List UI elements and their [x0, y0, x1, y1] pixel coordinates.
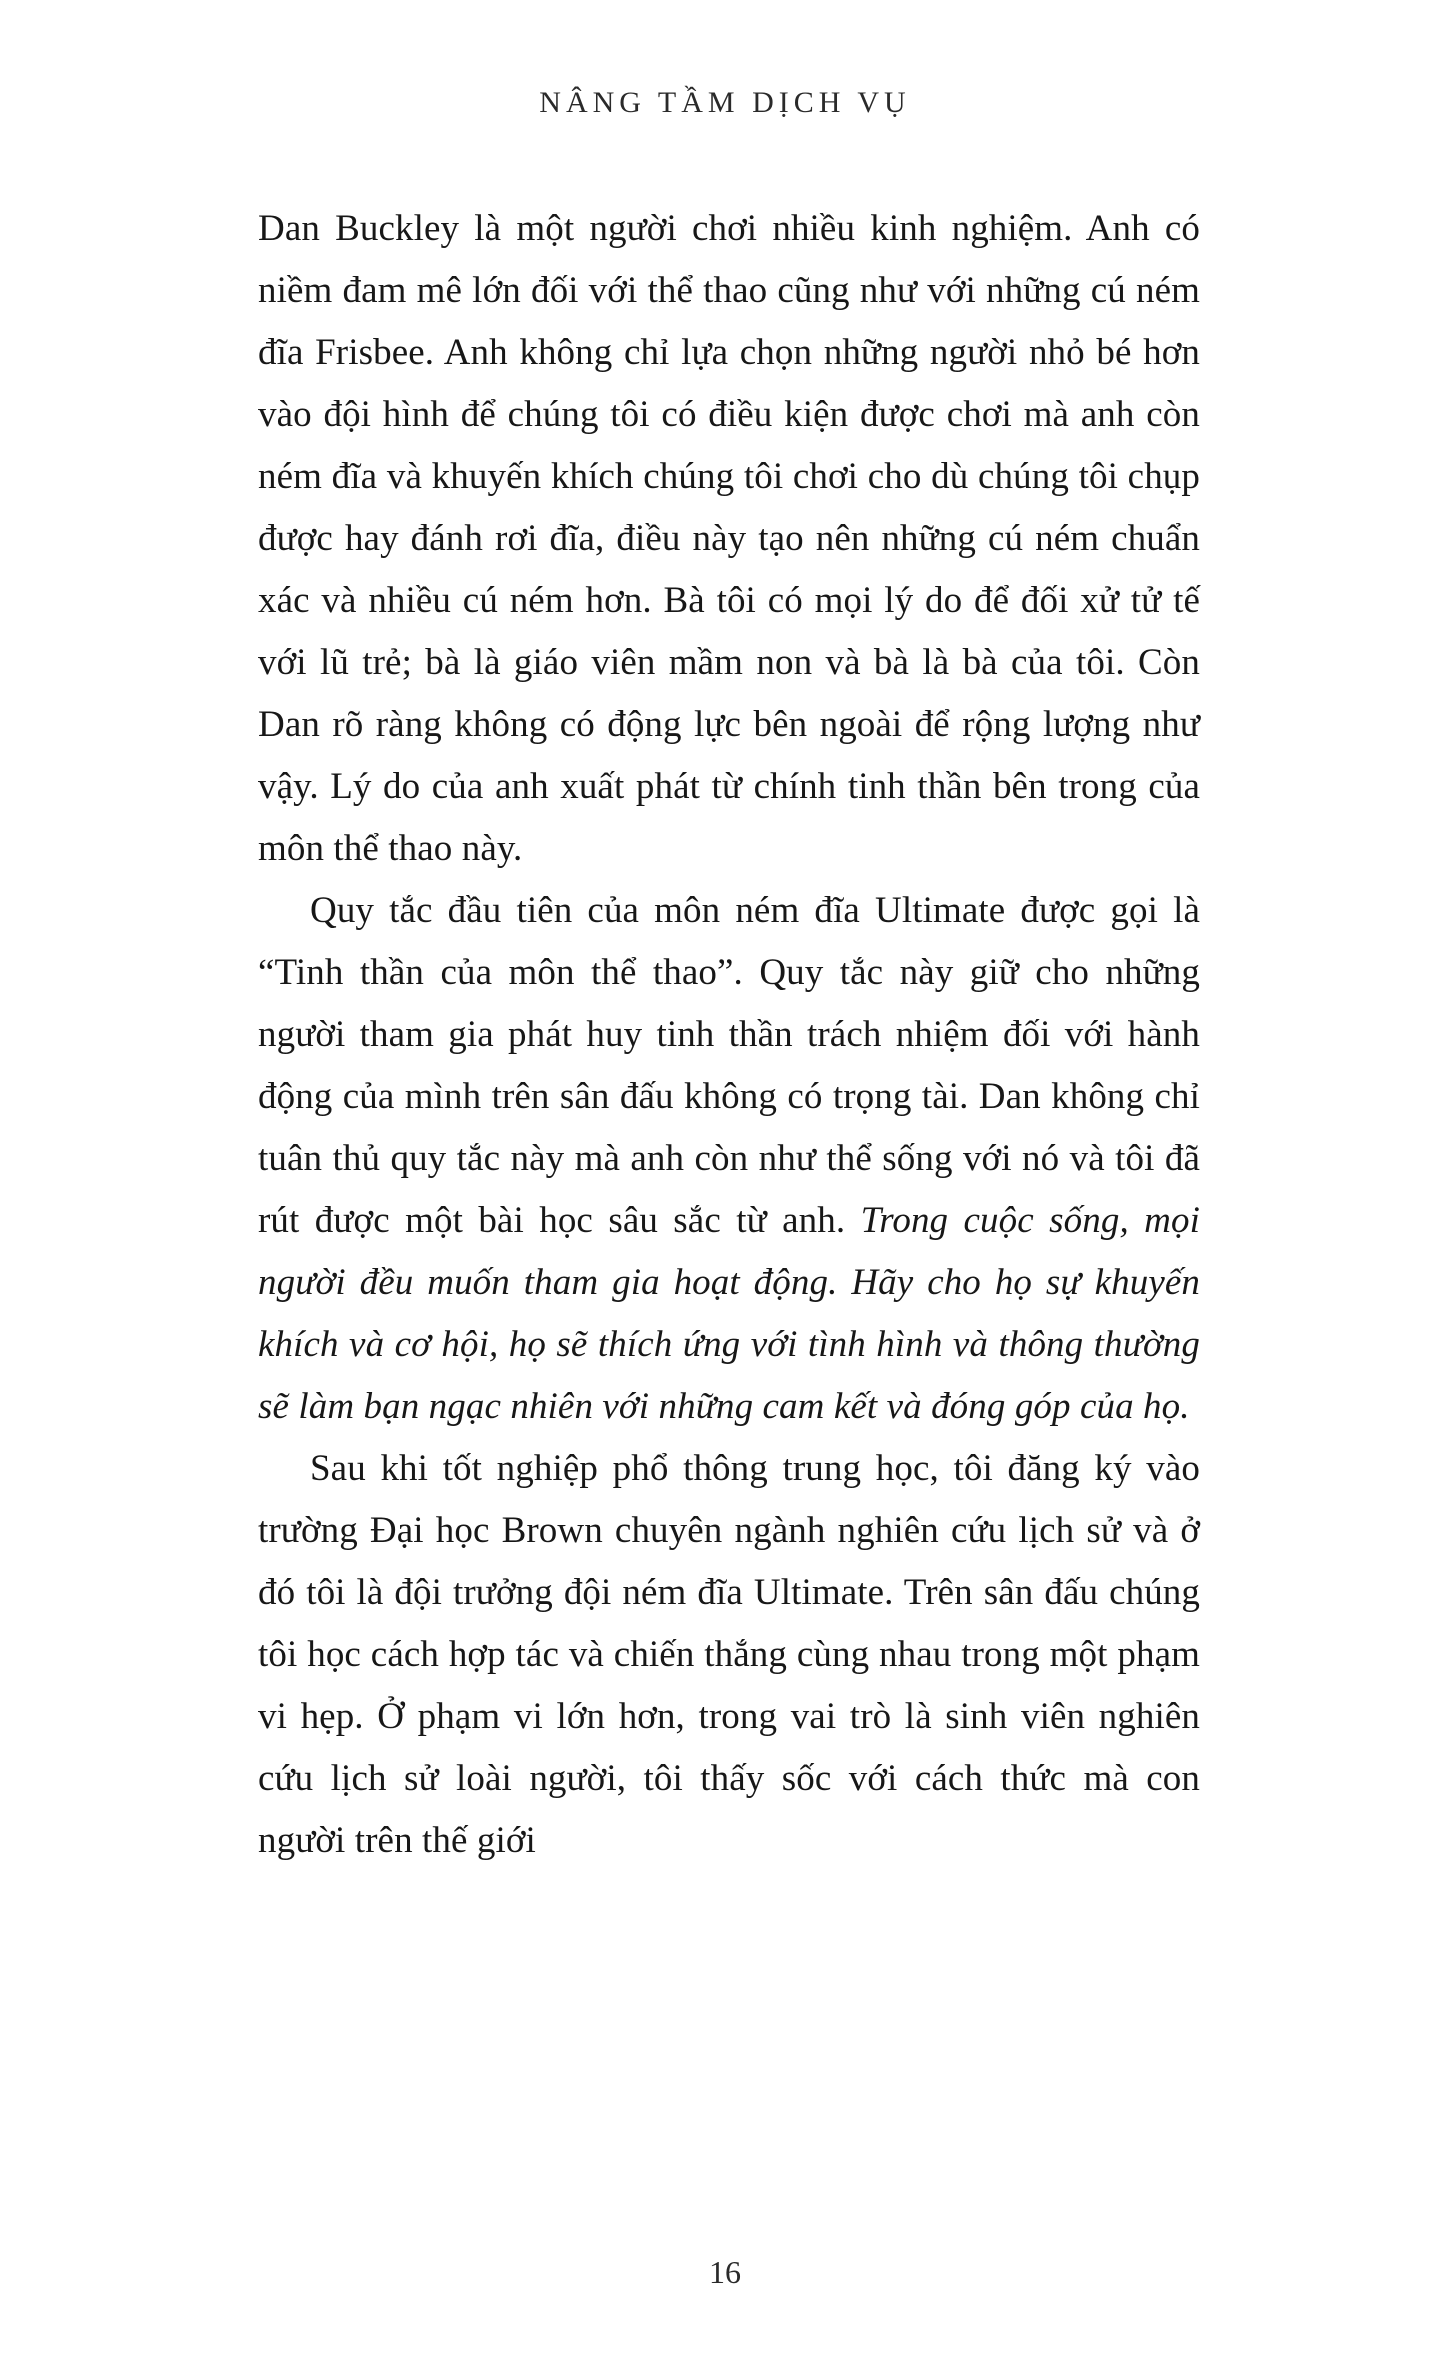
- page-number: 16: [709, 2254, 741, 2290]
- paragraph-2: [258, 880, 1200, 1438]
- running-head: NÂNG TẦM DỊCH VỤ: [539, 86, 911, 119]
- paragraph-2-italic: Trong cuộc sống, mọi người đều muốn tham gia hoạt động. Hãy cho họ sự khuyến khích và cơ hội, họ sẽ thích ứng với tình hình và thông thường sẽ làm bạn ngạc nhiên với những cam kết và đóng góp của họ.: [258, 1200, 1200, 1427]
- paragraph-1: Dan Buckley là một người chơi nhiều kinh nghiệm. Anh có niềm đam mê lớn đối với thể thao cũng như với những cú ném đĩa Frisbee. Anh không chỉ lựa chọn những người nhỏ bé hơn vào đội hình để chúng tôi có điều kiện được chơi mà anh còn ném đĩa và khuyến khích chúng tôi chơi cho dù chúng tôi chụp được hay đánh rơi đĩa, điều này tạo nên những cú ném chuẩn xác và nhiều cú ném hơn. Bà tôi có mọi lý do để đối xử tử tế với lũ trẻ; bà là giáo viên mầm non và bà là bà của tôi. Còn Dan rõ ràng không có động lực bên ngoài để rộng lượng như vậy. Lý do của anh xuất phát từ chính tinh thần bên trong của môn thể thao này.: [258, 208, 1200, 869]
- paragraph-2-roman: Quy tắc đầu tiên của môn ném đĩa Ultimate được gọi là “Tinh thần của môn thể thao”. Quy tắc này giữ cho những người tham gia phát huy tinh thần trách nhiệm đối với hành động của mình trên sân đấu không có trọng tài. Dan không chỉ tuân thủ quy tắc này mà anh còn như thể sống với nó và tôi đã rút được một bài học sâu sắc từ anh.: [258, 890, 1200, 1241]
- body-text: [258, 198, 1200, 1872]
- paragraph-3: Sau khi tốt nghiệp phổ thông trung học, tôi đăng ký vào trường Đại học Brown chuyên ngành nghiên cứu lịch sử và ở đó tôi là đội trưởng đội ném đĩa Ultimate. Trên sân đấu chúng tôi học cách hợp tác và chiến thắng cùng nhau trong một phạm vi hẹp. Ở phạm vi lớn hơn, trong vai trò là sinh viên nghiên cứu lịch sử loài người, tôi thấy sốc với cách thức mà con người trên thế giới: [258, 1448, 1200, 1861]
